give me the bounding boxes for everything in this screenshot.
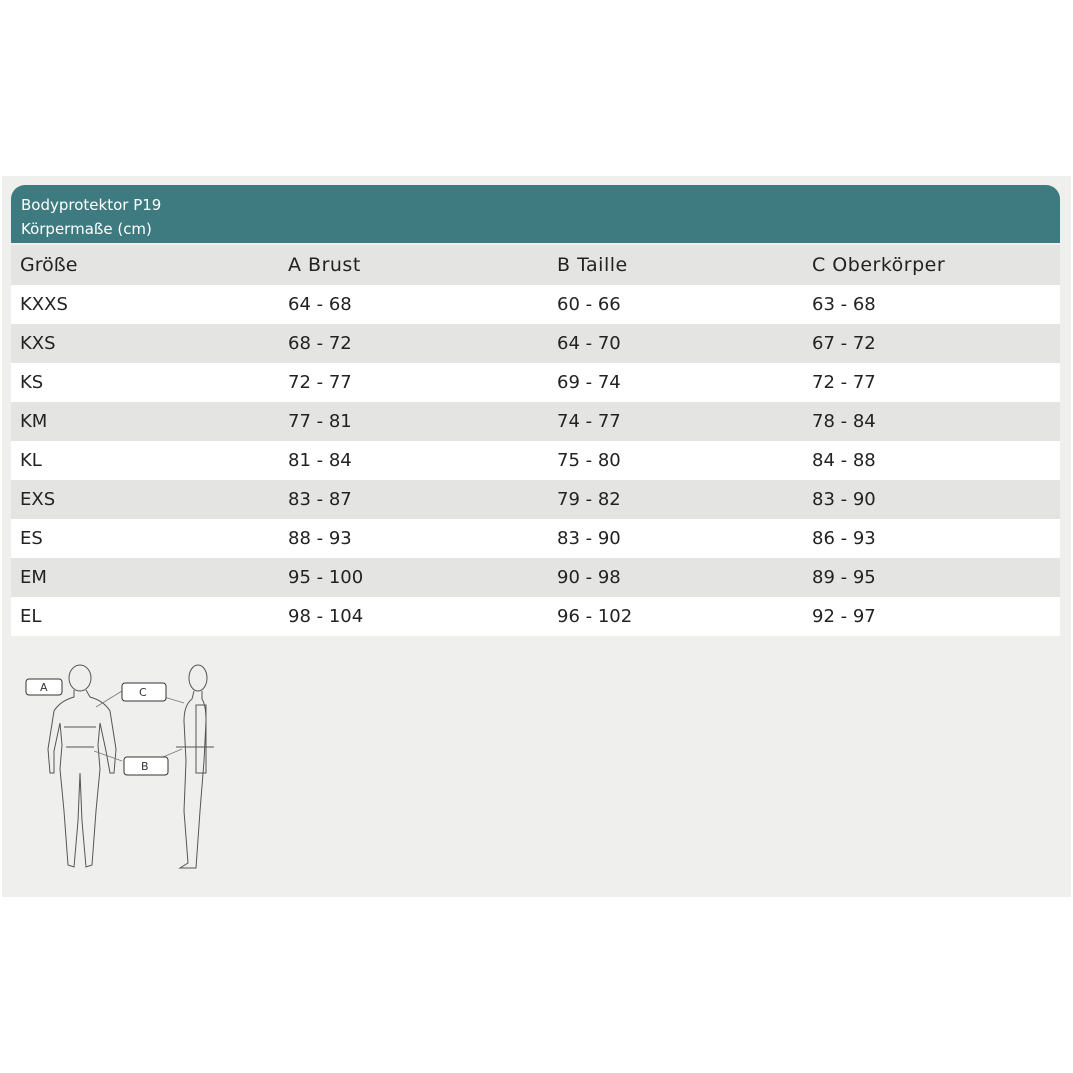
cell-torso: 92 - 97 bbox=[812, 606, 876, 627]
table-row bbox=[11, 285, 1060, 324]
size-table bbox=[11, 245, 1060, 636]
table-row bbox=[11, 363, 1060, 402]
column-header-chest: A Brust bbox=[288, 254, 361, 276]
cell-waist: 79 - 82 bbox=[557, 489, 621, 510]
figure-label-c: C bbox=[139, 686, 147, 699]
table-row bbox=[11, 480, 1060, 519]
cell-torso: 89 - 95 bbox=[812, 567, 876, 588]
cell-waist: 74 - 77 bbox=[557, 411, 621, 432]
cell-torso: 86 - 93 bbox=[812, 528, 876, 549]
cell-torso: 83 - 90 bbox=[812, 489, 876, 510]
measurements-subtitle: Körpermaße (cm) bbox=[21, 220, 152, 238]
cell-size: KL bbox=[20, 450, 42, 471]
table-row bbox=[11, 597, 1060, 636]
table-column-headers bbox=[11, 245, 1060, 285]
cell-chest: 81 - 84 bbox=[288, 450, 352, 471]
body-figures-icon bbox=[24, 661, 224, 873]
table-row bbox=[11, 441, 1060, 480]
cell-torso: 72 - 77 bbox=[812, 372, 876, 393]
cell-size: KM bbox=[20, 411, 48, 432]
cell-chest: 98 - 104 bbox=[288, 606, 364, 627]
size-chart-card bbox=[2, 176, 1071, 897]
cell-chest: 88 - 93 bbox=[288, 528, 352, 549]
cell-waist: 69 - 74 bbox=[557, 372, 621, 393]
cell-waist: 96 - 102 bbox=[557, 606, 633, 627]
table-header-banner bbox=[11, 185, 1060, 243]
table-row bbox=[11, 519, 1060, 558]
body-measurement-illustration bbox=[24, 661, 224, 873]
cell-torso: 63 - 68 bbox=[812, 294, 876, 315]
cell-waist: 75 - 80 bbox=[557, 450, 621, 471]
column-header-size: Größe bbox=[20, 254, 78, 276]
cell-size: EL bbox=[20, 606, 42, 627]
column-header-torso: C Oberkörper bbox=[812, 254, 946, 276]
cell-waist: 83 - 90 bbox=[557, 528, 621, 549]
cell-waist: 60 - 66 bbox=[557, 294, 621, 315]
cell-size: EM bbox=[20, 567, 47, 588]
cell-chest: 68 - 72 bbox=[288, 333, 352, 354]
product-title: Bodyprotektor P19 bbox=[21, 196, 162, 214]
cell-size: KS bbox=[20, 372, 44, 393]
figure-label-a: A bbox=[40, 681, 48, 694]
cell-chest: 77 - 81 bbox=[288, 411, 352, 432]
cell-torso: 84 - 88 bbox=[812, 450, 876, 471]
cell-chest: 64 - 68 bbox=[288, 294, 352, 315]
cell-torso: 67 - 72 bbox=[812, 333, 876, 354]
cell-waist: 90 - 98 bbox=[557, 567, 621, 588]
cell-torso: 78 - 84 bbox=[812, 411, 876, 432]
cell-size: KXS bbox=[20, 333, 56, 354]
cell-chest: 72 - 77 bbox=[288, 372, 352, 393]
cell-size: EXS bbox=[20, 489, 56, 510]
column-header-waist: B Taille bbox=[557, 254, 628, 276]
cell-chest: 83 - 87 bbox=[288, 489, 352, 510]
figure-label-b: B bbox=[141, 760, 149, 773]
table-row bbox=[11, 402, 1060, 441]
table-row bbox=[11, 558, 1060, 597]
cell-chest: 95 - 100 bbox=[288, 567, 364, 588]
cell-size: KXXS bbox=[20, 294, 68, 315]
cell-waist: 64 - 70 bbox=[557, 333, 621, 354]
table-row bbox=[11, 324, 1060, 363]
cell-size: ES bbox=[20, 528, 43, 549]
